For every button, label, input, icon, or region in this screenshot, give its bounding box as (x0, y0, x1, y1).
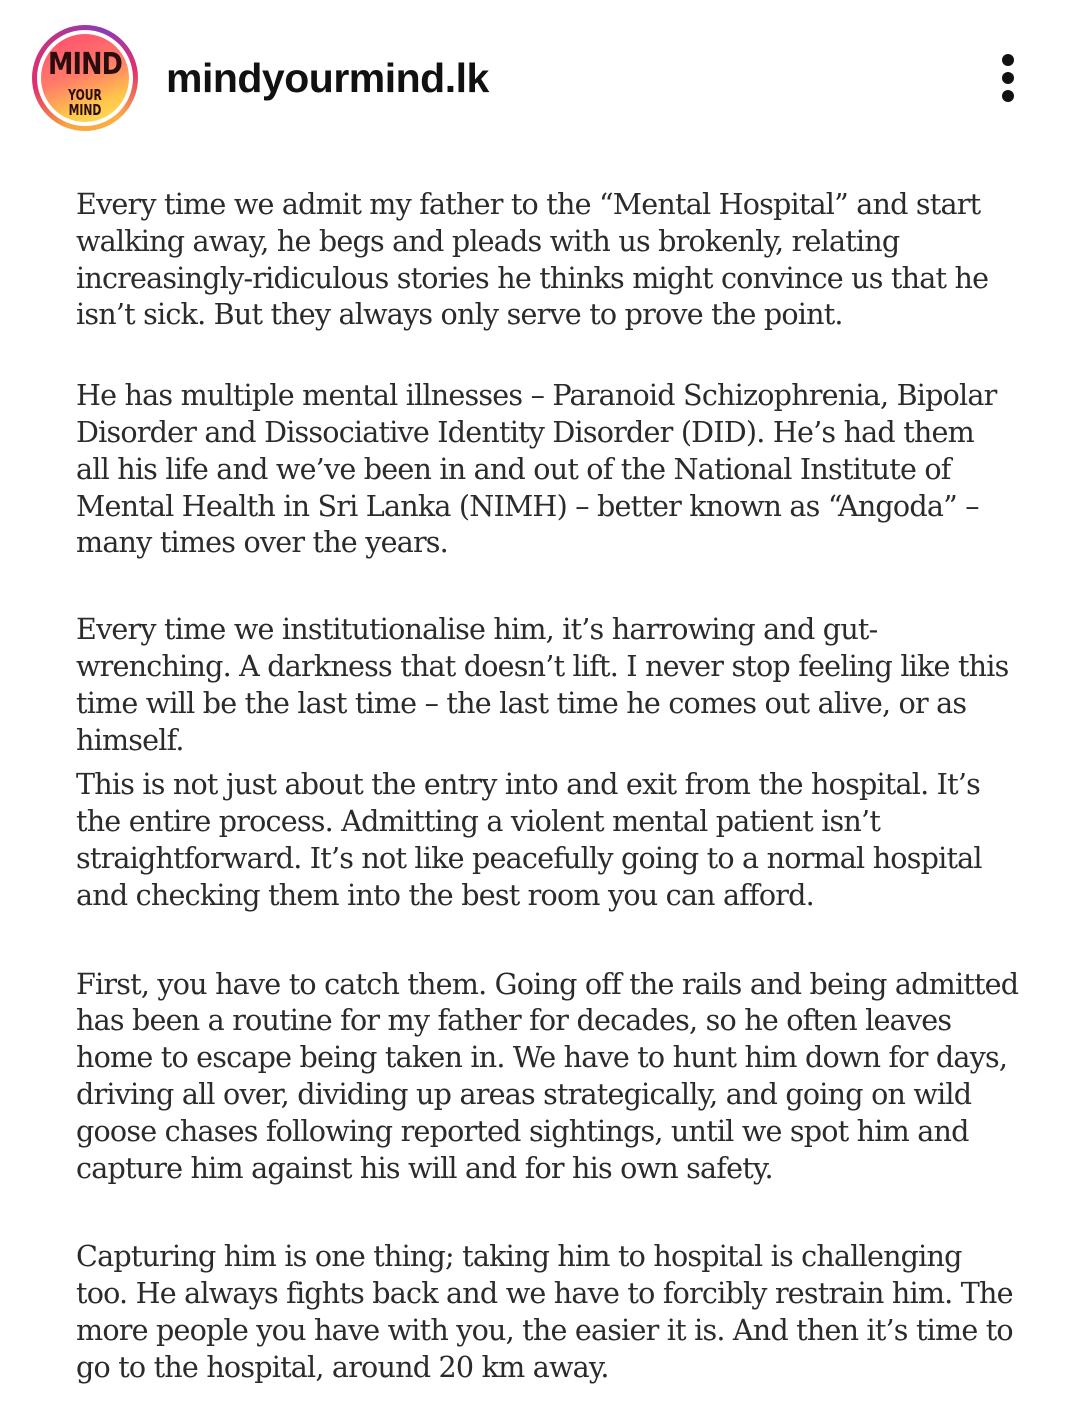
text-line: home to escape being taken in. We have to hunt him down for days, (76, 1040, 1008, 1075)
paragraph (76, 766, 1016, 913)
text-line: wrenching. A darkness that doesn’t lift. I never stop feeling like this (76, 648, 1009, 683)
paragraph (76, 186, 1016, 333)
account-username[interactable]: mindyourmind.lk (166, 55, 489, 101)
text-line: and checking them into the best room you can afford. (76, 877, 814, 912)
avatar-story-ring[interactable] (32, 25, 138, 131)
text-line: too. He always fights back and we have to forcibly restrain him. The (76, 1276, 1013, 1311)
text-line: This is not just about the entry into and exit from the hospital. It’s (76, 767, 980, 802)
brand-logo (41, 34, 129, 122)
text-line: go to the hospital, around 20 km away. (76, 1349, 609, 1384)
text-line: capture him against his will and for his own safety. (76, 1150, 773, 1185)
text-line: He has multiple mental illnesses – Paranoid Schizophrenia, Bipolar (76, 378, 997, 413)
more-options-button[interactable] (990, 50, 1026, 106)
post-header (0, 0, 1080, 150)
text-line: Capturing him is one thing; taking him to hospital is challenging (76, 1239, 962, 1274)
text-line: driving all over, dividing up areas strategically, and going on wild (76, 1076, 972, 1111)
text-line: Disorder and Dissociative Identity Disorder (DID). He’s had them (76, 414, 974, 449)
text-line: many times over the years. (76, 525, 448, 560)
paragraph (76, 377, 1016, 561)
text-line: has been a routine for my father for decades, so he often leaves (76, 1003, 952, 1038)
logo-text-bottom: YOUR MIND (68, 86, 102, 119)
more-vertical-icon (1002, 54, 1014, 66)
more-vertical-icon (1002, 72, 1014, 84)
logo-text-top: MIND (48, 47, 122, 82)
avatar[interactable] (37, 30, 133, 126)
text-line: goose chases following reported sightings, until we spot him and (76, 1113, 969, 1148)
paragraph (76, 611, 1016, 758)
text-line: himself. (76, 722, 184, 757)
text-line: more people you have with you, the easier it is. And then it’s time to (76, 1312, 1013, 1347)
post-text-image (76, 186, 1019, 1386)
text-line: increasingly-ridiculous stories he thinks might convince us that he (76, 260, 989, 295)
text-line: walking away, he begs and pleads with us brokenly, relating (76, 223, 900, 258)
paragraph (76, 1238, 1016, 1385)
text-line: First, you have to catch them. Going off the rails and being admitted (76, 966, 1019, 1001)
text-line: isn’t sick. But they always only serve to prove the point. (76, 297, 843, 332)
text-line: Every time we admit my father to the “Mental Hospital” and start (76, 187, 981, 221)
more-vertical-icon (1002, 90, 1014, 102)
paragraph (76, 966, 1019, 1187)
text-line: all his life and we’ve been in and out of the National Institute of (76, 451, 951, 486)
text-line: the entire process. Admitting a violent mental patient isn’t (76, 804, 881, 839)
text-line: time will be the last time – the last time he comes out alive, or as (76, 685, 967, 720)
text-line: Mental Health in Sri Lanka (NIMH) – better known as “Angoda” – (76, 488, 979, 523)
text-line: straightforward. It’s not like peacefully going to a normal hospital (76, 840, 982, 875)
text-line: Every time we institutionalise him, it’s harrowing and gut- (76, 612, 878, 647)
